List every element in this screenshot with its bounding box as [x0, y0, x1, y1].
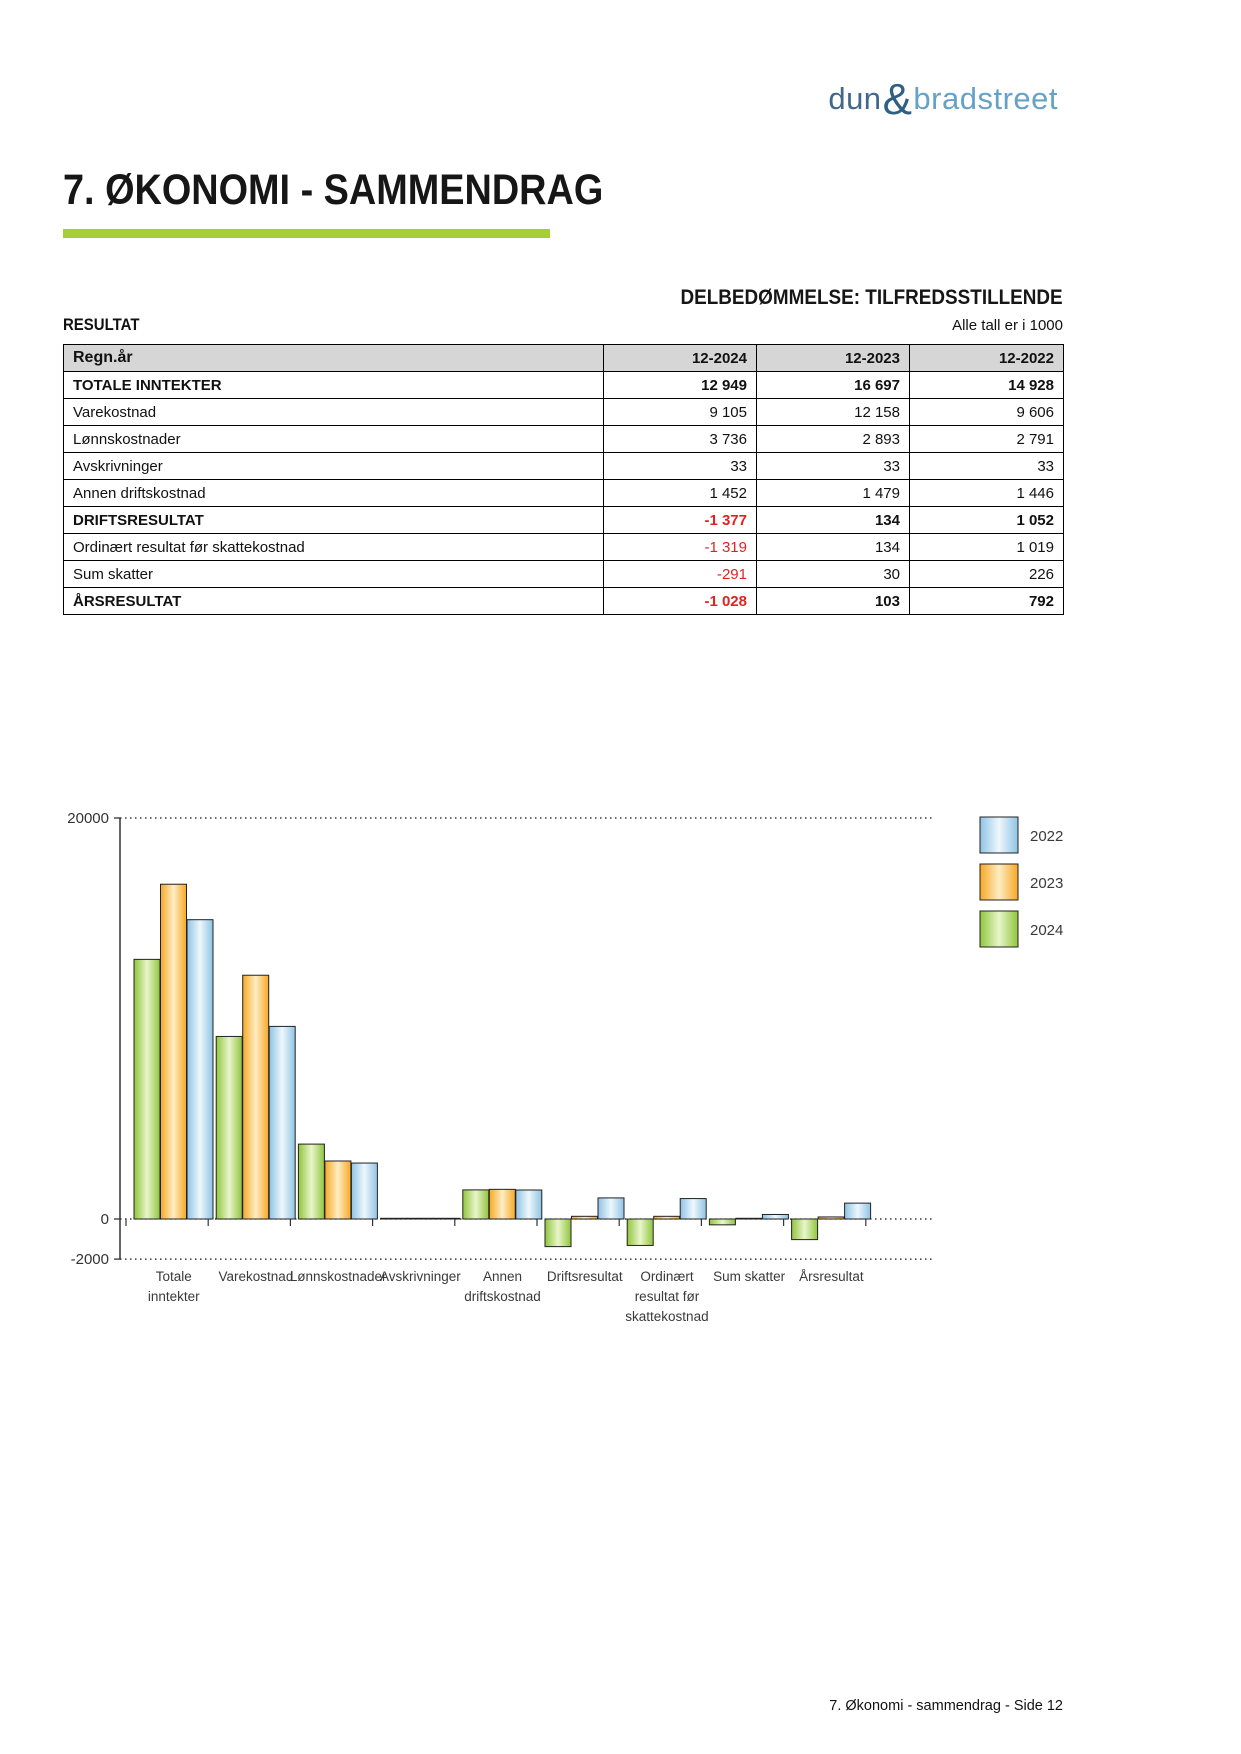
chart-bar-2022 — [187, 920, 213, 1219]
chart-bar-2024 — [709, 1219, 735, 1225]
cell-value: -1 028 — [604, 588, 757, 615]
results-table-body — [64, 372, 1064, 615]
chart-bar-2023 — [325, 1161, 351, 1219]
category-label: driftskostnad — [464, 1289, 541, 1304]
table-row — [64, 534, 1064, 561]
cell-value: 12 949 — [604, 372, 757, 399]
category-label: Sum skatter — [713, 1269, 786, 1284]
dun-bradstreet-logo — [828, 70, 1058, 124]
category-label: Annen — [483, 1269, 523, 1284]
table-header-cell: Regn.år — [64, 345, 604, 372]
row-label: TOTALE INNTEKTER — [64, 372, 604, 399]
cell-value: 33 — [910, 453, 1064, 480]
page-title: 7. ØKONOMI - SAMMENDRAG — [63, 166, 604, 214]
table-header-cell: 12-2022 — [910, 345, 1064, 372]
cell-value: 30 — [757, 561, 910, 588]
assessment-heading: DELBEDØMMELSE: TILFREDSSTILLENDE — [680, 286, 1063, 309]
table-row — [64, 507, 1064, 534]
chart-bar-2022 — [598, 1198, 624, 1219]
chart-bar-2024 — [545, 1219, 571, 1247]
results-bar-chart — [63, 715, 1073, 1360]
results-table-header — [64, 345, 1064, 372]
cell-value: 134 — [757, 534, 910, 561]
table-row — [64, 372, 1064, 399]
cell-value: 134 — [757, 507, 910, 534]
legend-label: 2023 — [1030, 875, 1064, 892]
chart-bar-2023 — [489, 1189, 515, 1219]
category-label: Årsresultat — [799, 1269, 864, 1284]
chart-bar-2023 — [818, 1217, 844, 1219]
axis-tick-label: 0 — [100, 1211, 109, 1228]
table-row — [64, 588, 1064, 615]
row-label: DRIFTSRESULTAT — [64, 507, 604, 534]
axis-tick-label: 20000 — [67, 810, 109, 827]
cell-value: 9 105 — [604, 399, 757, 426]
cell-value: 12 158 — [757, 399, 910, 426]
chart-bar-2022 — [680, 1199, 706, 1219]
ampersand-icon: & — [882, 75, 913, 124]
chart-bar-2022 — [516, 1190, 542, 1219]
chart-bar-2023 — [407, 1218, 433, 1219]
row-label: Lønnskostnader — [64, 426, 604, 453]
category-label: Driftsresultat — [546, 1269, 623, 1284]
category-label: resultat før — [634, 1289, 700, 1304]
chart-bar-2024 — [627, 1219, 653, 1245]
logo-text-dun: dun — [828, 81, 882, 116]
table-meta-row — [63, 315, 1063, 335]
chart-bar-2023 — [654, 1216, 680, 1219]
chart-bar-2022 — [762, 1214, 788, 1219]
category-label: Avskrivninger — [379, 1269, 461, 1284]
cell-value: -291 — [604, 561, 757, 588]
cell-value: 2 791 — [910, 426, 1064, 453]
table-row — [64, 561, 1064, 588]
row-label: Varekostnad — [64, 399, 604, 426]
cell-value: 226 — [910, 561, 1064, 588]
category-label: skattekostnad — [625, 1309, 709, 1324]
chart-bar-2024 — [463, 1190, 489, 1219]
title-accent-bar — [63, 229, 550, 238]
chart-bar-2024 — [298, 1144, 324, 1219]
logo-text-bradstreet: bradstreet — [913, 81, 1058, 116]
cell-value: 9 606 — [910, 399, 1064, 426]
cell-value: -1 377 — [604, 507, 757, 534]
legend-label: 2022 — [1030, 828, 1064, 845]
legend-swatch-2023 — [980, 864, 1018, 900]
table-row — [64, 426, 1064, 453]
cell-value: 1 019 — [910, 534, 1064, 561]
chart-bar-2024 — [134, 959, 160, 1219]
cell-value: 33 — [604, 453, 757, 480]
chart-bar-2024 — [216, 1036, 242, 1219]
legend-label: 2024 — [1030, 922, 1064, 939]
table-row — [64, 480, 1064, 507]
units-note: Alle tall er i 1000 — [952, 317, 1063, 334]
cell-value: 1 052 — [910, 507, 1064, 534]
section-label: RESULTAT — [63, 315, 140, 334]
chart-bar-2023 — [161, 884, 187, 1219]
cell-value: 1 446 — [910, 480, 1064, 507]
chart-bar-2022 — [845, 1203, 871, 1219]
bar-chart-svg — [63, 715, 1073, 1360]
cell-value: 103 — [757, 588, 910, 615]
table-header-cell: 12-2023 — [757, 345, 910, 372]
chart-bar-2023 — [736, 1218, 762, 1219]
cell-value: 3 736 — [604, 426, 757, 453]
cell-value: 1 479 — [757, 480, 910, 507]
category-label: Varekostnad — [218, 1269, 294, 1284]
row-label: Annen driftskostnad — [64, 480, 604, 507]
category-label: Totale — [155, 1269, 192, 1284]
row-label: ÅRSRESULTAT — [64, 588, 604, 615]
chart-bar-2022 — [434, 1218, 460, 1219]
cell-value: 1 452 — [604, 480, 757, 507]
table-header-cell: 12-2024 — [604, 345, 757, 372]
row-label: Avskrivninger — [64, 453, 604, 480]
axis-tick-label: -2000 — [70, 1251, 109, 1269]
chart-bar-2023 — [243, 975, 269, 1219]
cell-value: 16 697 — [757, 372, 910, 399]
cell-value: 33 — [757, 453, 910, 480]
cell-value: 792 — [910, 588, 1064, 615]
legend-swatch-2024 — [980, 911, 1018, 947]
chart-bar-2024 — [381, 1218, 407, 1219]
chart-bar-2024 — [792, 1219, 818, 1240]
table-row — [64, 399, 1064, 426]
cell-value: 14 928 — [910, 372, 1064, 399]
legend-swatch-2022 — [980, 817, 1018, 853]
chart-bar-2023 — [572, 1216, 598, 1219]
chart-bar-2022 — [351, 1163, 377, 1219]
page-footer: 7. Økonomi - sammendrag - Side 12 — [829, 1698, 1063, 1714]
category-label: Ordinært — [640, 1269, 694, 1284]
results-table — [63, 344, 1064, 615]
row-label: Ordinært resultat før skattekostnad — [64, 534, 604, 561]
table-header-row — [64, 345, 1064, 372]
category-label: Lønnskostnader — [289, 1269, 387, 1284]
row-label: Sum skatter — [64, 561, 604, 588]
cell-value: 2 893 — [757, 426, 910, 453]
table-row — [64, 453, 1064, 480]
category-label: inntekter — [147, 1289, 200, 1304]
chart-bar-2022 — [269, 1026, 295, 1219]
cell-value: -1 319 — [604, 534, 757, 561]
